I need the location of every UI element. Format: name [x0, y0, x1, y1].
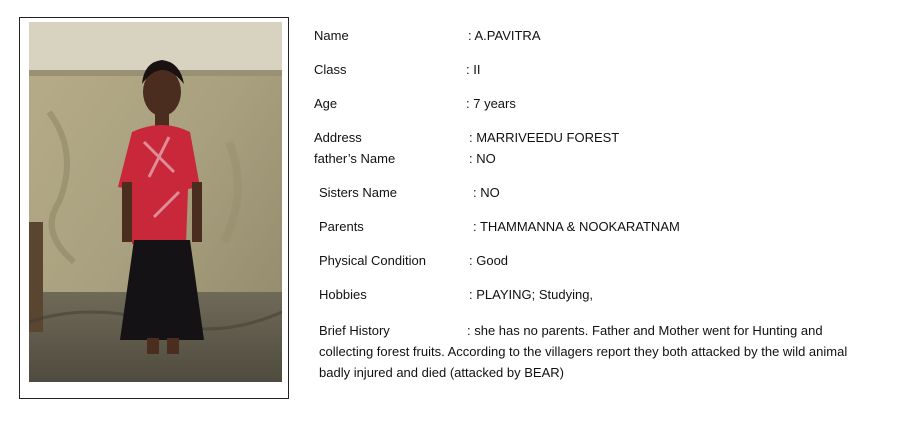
child-photo	[29, 22, 282, 382]
photo-frame	[19, 17, 289, 399]
history-label: Brief History	[319, 323, 390, 338]
name-value: : A.PAVITRA	[468, 28, 541, 43]
physical-value: : Good	[469, 253, 509, 268]
hobbies-value: : PLAYING; Studying,	[469, 287, 594, 302]
age-value: : 7 years	[466, 96, 516, 111]
sisters-value: : NO	[473, 185, 500, 200]
father-label: father’s Name	[314, 151, 396, 166]
parents-label: Parents	[319, 219, 364, 234]
address-value: : MARRIVEEDU FOREST	[469, 130, 620, 145]
father-value: : NO	[469, 151, 496, 166]
parents-value: : THAMMANNA & NOOKARATNAM	[473, 219, 680, 234]
brief-history	[319, 320, 879, 383]
physical-label: Physical Condition	[319, 253, 426, 268]
hobbies-label: Hobbies	[319, 287, 367, 302]
address-label: Address	[314, 130, 362, 145]
history-value: : she has no parents. Father and Mother went for Hunting and collecting forest fruits. According to the villagers report they both attacked by the wild animal badly injured and died (attacked by BEAR)	[319, 323, 848, 380]
sisters-label: Sisters Name	[319, 185, 398, 200]
class-label: Class	[314, 62, 347, 77]
class-value: : II	[466, 62, 481, 77]
age-label: Age	[314, 96, 338, 111]
name-label: Name	[314, 28, 349, 43]
